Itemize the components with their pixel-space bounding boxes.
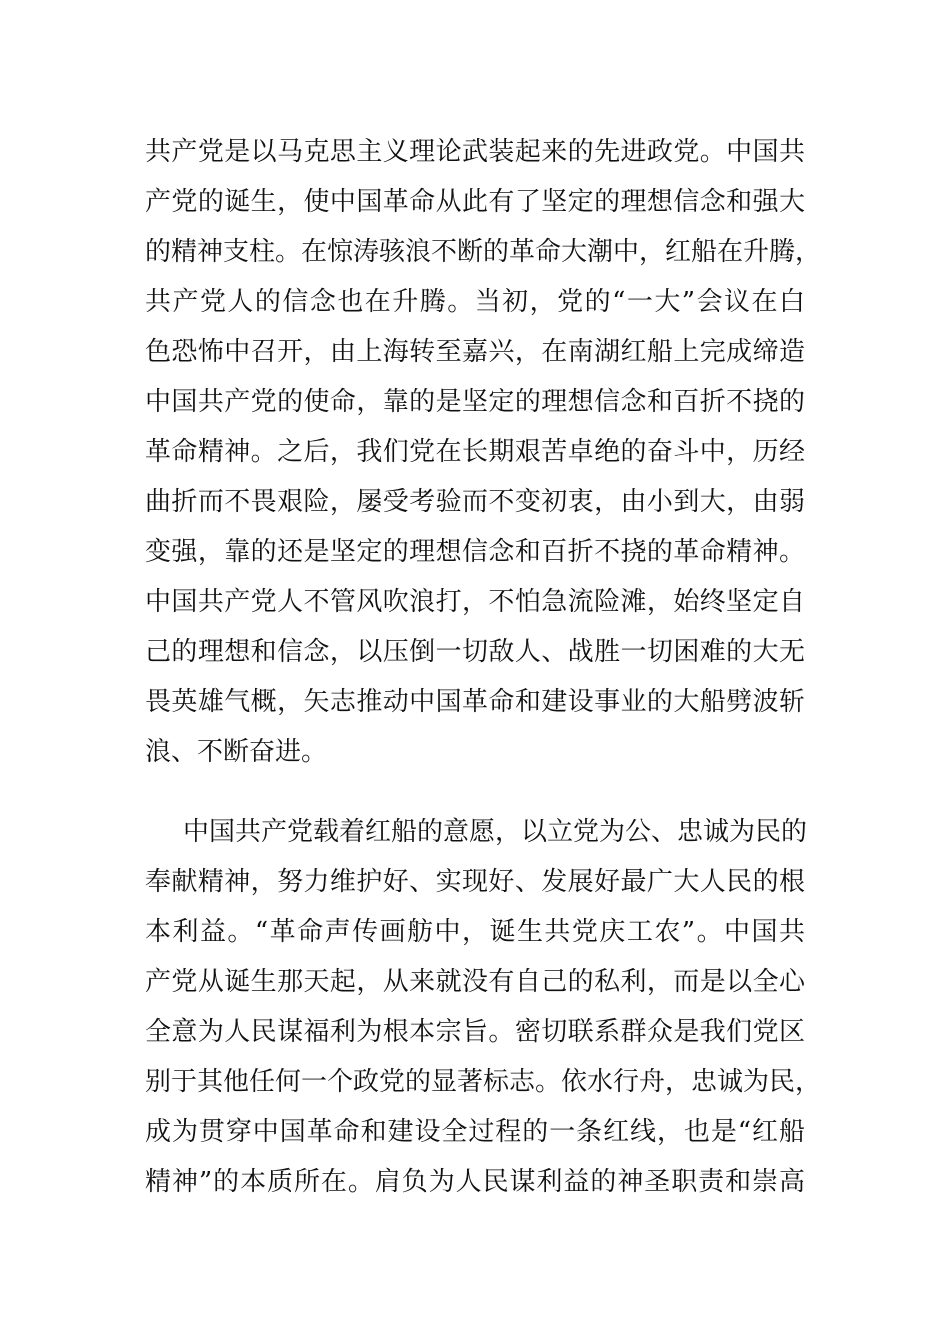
text-line: 中国共产党人不管风吹浪打，不怕急流险滩，始终坚定自 [145, 587, 805, 617]
text-line: 中国共产党载着红船的意愿，以立党为公、忠诚为民的 [183, 817, 808, 847]
text-line: 曲折而不畏艰险，屡受考验而不变初衷，由小到大，由弱 [145, 487, 805, 517]
text-line: 中国共产党的使命，靠的是坚定的理想信念和百折不挠的 [145, 387, 805, 417]
text-line: 产党的诞生，使中国革命从此有了坚定的理想信念和强大 [145, 187, 805, 217]
text-line: 共产党人的信念也在升腾。当初，党的“一大”会议在白 [145, 287, 805, 317]
text-line: 己的理想和信念，以压倒一切敌人、战胜一切困难的大无 [145, 637, 805, 667]
text-line: 全意为人民谋福利为根本宗旨。密切联系群众是我们党区 [145, 1017, 805, 1047]
text-line: 浪、不断奋进。 [145, 737, 328, 767]
text-line: 别于其他任何一个政党的显著标志。依水行舟，忠诚为民， [145, 1067, 822, 1097]
text-line: 本利益。“革命声传画舫中，诞生共党庆工农”。中国共 [145, 917, 805, 947]
text-line: 畏英雄气概，矢志推动中国革命和建设事业的大船劈波斩 [145, 687, 805, 717]
text-line: 共产党是以马克思主义理论武装起来的先进政党。中国共 [145, 137, 805, 167]
text-line: 的精神支柱。在惊涛骇浪不断的革命大潮中，红船在升腾， [145, 237, 822, 267]
paragraph-2 [145, 807, 822, 1207]
text-line: 奉献精神，努力维护好、实现好、发展好最广大人民的根 [145, 867, 805, 897]
text-line: 成为贯穿中国革命和建设全过程的一条红线，也是“红船 [145, 1117, 805, 1147]
text-line: 精神”的本质所在。肩负为人民谋利益的神圣职责和崇高 [145, 1167, 805, 1197]
text-line: 色恐怖中召开，由上海转至嘉兴，在南湖红船上完成缔造 [145, 337, 805, 367]
text-line: 革命精神。之后，我们党在长期艰苦卓绝的奋斗中，历经 [145, 437, 805, 467]
text-line: 变强，靠的还是坚定的理想信念和百折不挠的革命精神。 [145, 537, 805, 567]
paragraph-1 [145, 127, 822, 777]
text-line: 产党从诞生那天起，从来就没有自己的私利，而是以全心 [145, 967, 805, 997]
